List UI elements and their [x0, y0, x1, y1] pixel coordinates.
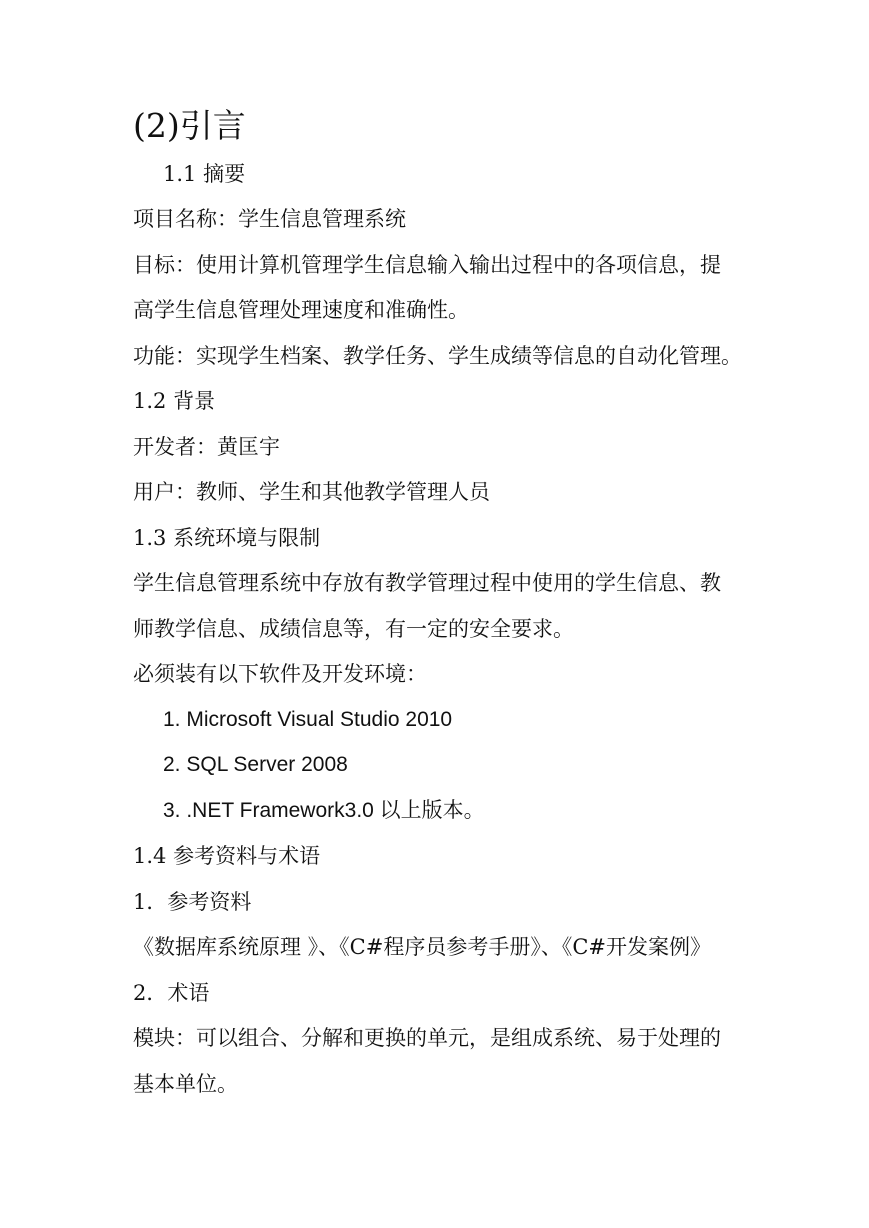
section-1-4-heading: 1.4 参考资料与术语 — [133, 844, 321, 868]
terms-line-1: 模块：可以组合、分解和更换的单元，是组成系统、易于处理的 — [133, 1026, 721, 1050]
references-heading: 1．参考资料 — [133, 890, 252, 914]
page-title: (2)引言 — [133, 106, 246, 145]
developer-line: 开发者：黄匡宇 — [133, 435, 280, 459]
section-1-1-heading: 1.1 摘要 — [163, 162, 246, 186]
software-item-1: 1. Microsoft Visual Studio 2010 — [163, 708, 453, 731]
users-line: 用户：教师、学生和其他教学管理人员 — [133, 480, 490, 504]
section-1-2-heading: 1.2 背景 — [133, 389, 216, 413]
software-item-3: 3. .NET Framework3.0 以上版本。 — [163, 799, 485, 822]
section-1-3-heading: 1.3 系统环境与限制 — [133, 526, 321, 550]
environment-required-line: 必须装有以下软件及开发环境： — [133, 662, 427, 686]
references-list: 《数据库系统原理 》、《C#程序员参考手册》、《C#开发案例》 — [133, 935, 712, 959]
goal-line-2: 高学生信息管理处理速度和准确性。 — [133, 298, 469, 322]
function-line: 功能：实现学生档案、教学任务、学生成绩等信息的自动化管理。 — [133, 344, 742, 368]
software-item-2: 2. SQL Server 2008 — [163, 753, 348, 776]
goal-line-1: 目标：使用计算机管理学生信息输入输出过程中的各项信息，提 — [133, 253, 721, 277]
environment-line-2: 师教学信息、成绩信息等，有一定的安全要求。 — [133, 617, 574, 641]
terms-line-2: 基本单位。 — [133, 1072, 238, 1096]
terms-heading: 2．术语 — [133, 981, 210, 1005]
environment-line-1: 学生信息管理系统中存放有教学管理过程中使用的学生信息、教 — [133, 571, 721, 595]
project-name-line: 项目名称：学生信息管理系统 — [133, 207, 406, 231]
